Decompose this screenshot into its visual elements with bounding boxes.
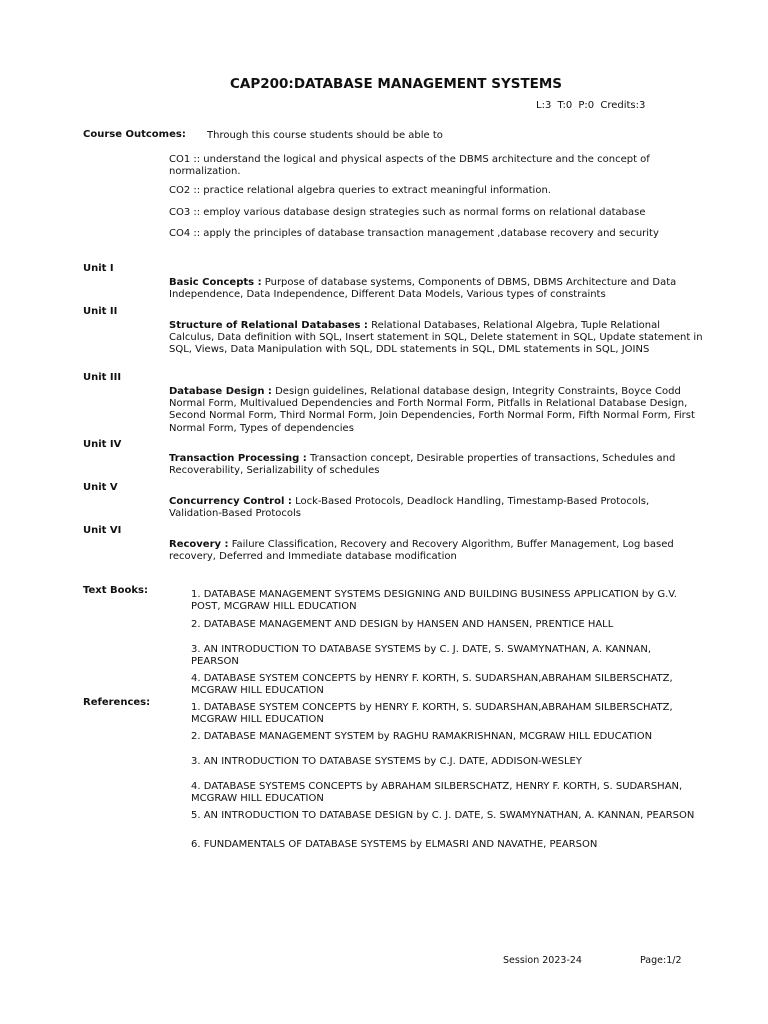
unit-content	[169, 453, 704, 477]
unit-label: Unit I	[83, 263, 114, 274]
references-label: References:	[83, 697, 151, 708]
unit-text: Relational Databases, Relational Algebra, Tuple Relational Calculus, Data definition with SQL, Insert statement in SQL, Delete statement in SQL, Update statement in SQL, Views, Data Manipulation with SQL, DDL statements in SQL, DML statements in SQL, JOINS	[169, 320, 703, 356]
unit-text: Purpose of database systems, Components of DBMS, DBMS Architecture and Data Independence, Data Independence, Different Data Models, Various types of constraints	[169, 277, 677, 301]
unit-label: Unit II	[83, 306, 118, 317]
reference-item: 6. FUNDAMENTALS OF DATABASE SYSTEMS by ELMASRI AND NAVATHE, PEARSON	[191, 839, 598, 850]
reference-item: 2. DATABASE MANAGEMENT SYSTEM by RAGHU RAMAKRISHNAN, MCGRAW HILL EDUCATION	[191, 731, 653, 742]
page-number: Page:1/2	[640, 955, 682, 966]
unit-heading: Concurrency Control :	[169, 496, 292, 507]
unit-content	[169, 539, 704, 563]
course-outcome-item: CO4 :: apply the principles of database transaction management ,database recovery and security	[169, 228, 659, 239]
unit-content	[169, 320, 704, 357]
unit-heading: Basic Concepts :	[169, 277, 262, 288]
unit-label: Unit IV	[83, 439, 122, 450]
unit-text: Transaction concept, Desirable properties of transactions, Schedules and Recoverability, Serializability of schedules	[169, 453, 676, 477]
unit-label: Unit VI	[83, 525, 122, 536]
unit-text: Lock-Based Protocols, Deadlock Handling, Timestamp-Based Protocols, Validation-Based Protocols	[169, 496, 650, 520]
unit-heading: Recovery :	[169, 539, 229, 550]
reference-item: 4. DATABASE SYSTEMS CONCEPTS by ABRAHAM SILBERSCHATZ, HENRY F. KORTH, S. SUDARSHAN, MCGRAW HILL EDUCATION	[191, 781, 683, 805]
unit-heading: Structure of Relational Databases :	[169, 320, 368, 331]
text-book-item: 1. DATABASE MANAGEMENT SYSTEMS DESIGNING AND BUILDING BUSINESS APPLICATION by G.V. POST, MCGRAW HILL EDUCATION	[191, 589, 677, 613]
unit-label: Unit V	[83, 482, 118, 493]
course-outcomes-intro: Through this course students should be able to	[207, 130, 443, 141]
text-book-item: 4. DATABASE SYSTEM CONCEPTS by HENRY F. KORTH, S. SUDARSHAN,ABRAHAM SILBERSCHATZ, MCGRAW HILL EDUCATION	[191, 673, 673, 697]
text-books-label: Text Books:	[83, 585, 148, 596]
reference-item: 3. AN INTRODUCTION TO DATABASE SYSTEMS by C.J. DATE, ADDISON-WESLEY	[191, 756, 582, 767]
unit-heading: Transaction Processing :	[169, 453, 307, 464]
course-outcome-item: CO2 :: practice relational algebra queries to extract meaningful information.	[169, 185, 551, 196]
unit-text: Failure Classification, Recovery and Recovery Algorithm, Buffer Management, Log based recovery, Deferred and Immediate database modification	[169, 539, 674, 563]
session-label: Session 2023-24	[503, 955, 582, 966]
course-outcomes-label: Course Outcomes:	[83, 129, 186, 140]
course-outcome-item: CO1 :: understand the logical and physical aspects of the DBMS architecture and the concept of normalization.	[169, 154, 650, 178]
text-book-item: 2. DATABASE MANAGEMENT AND DESIGN by HANSEN AND HANSEN, PRENTICE HALL	[191, 619, 614, 630]
unit-content	[169, 496, 704, 520]
page-title: CAP200:DATABASE MANAGEMENT SYSTEMS	[230, 76, 563, 92]
text-book-item: 3. AN INTRODUCTION TO DATABASE SYSTEMS by C. J. DATE, S. SWAMYNATHAN, A. KANNAN, PEARSON	[191, 644, 652, 668]
unit-text: Design guidelines, Relational database design, Integrity Constraints, Boyce Codd Normal Form, Multivalued Dependencies and Forth Normal Form, Pitfalls in Relational Database Design, Second Normal Form, Third Normal Form, Join Dependencies, Forth Normal Form, Fifth Normal Form, First Normal Form, Types of dependencies	[169, 386, 695, 434]
unit-content	[169, 386, 704, 435]
reference-item: 5. AN INTRODUCTION TO DATABASE DESIGN by C. J. DATE, S. SWAMYNATHAN, A. KANNAN, PEARSON	[191, 810, 695, 821]
unit-content	[169, 277, 704, 301]
unit-heading: Database Design :	[169, 386, 272, 397]
reference-item: 1. DATABASE SYSTEM CONCEPTS by HENRY F. KORTH, S. SUDARSHAN,ABRAHAM SILBERSCHATZ, MCGRAW HILL EDUCATION	[191, 702, 673, 726]
course-outcome-item: CO3 :: employ various database design strategies such as normal forms on relational database	[169, 207, 646, 218]
unit-label: Unit III	[83, 372, 122, 383]
credits-line: L:3 T:0 P:0 Credits:3	[536, 100, 646, 111]
